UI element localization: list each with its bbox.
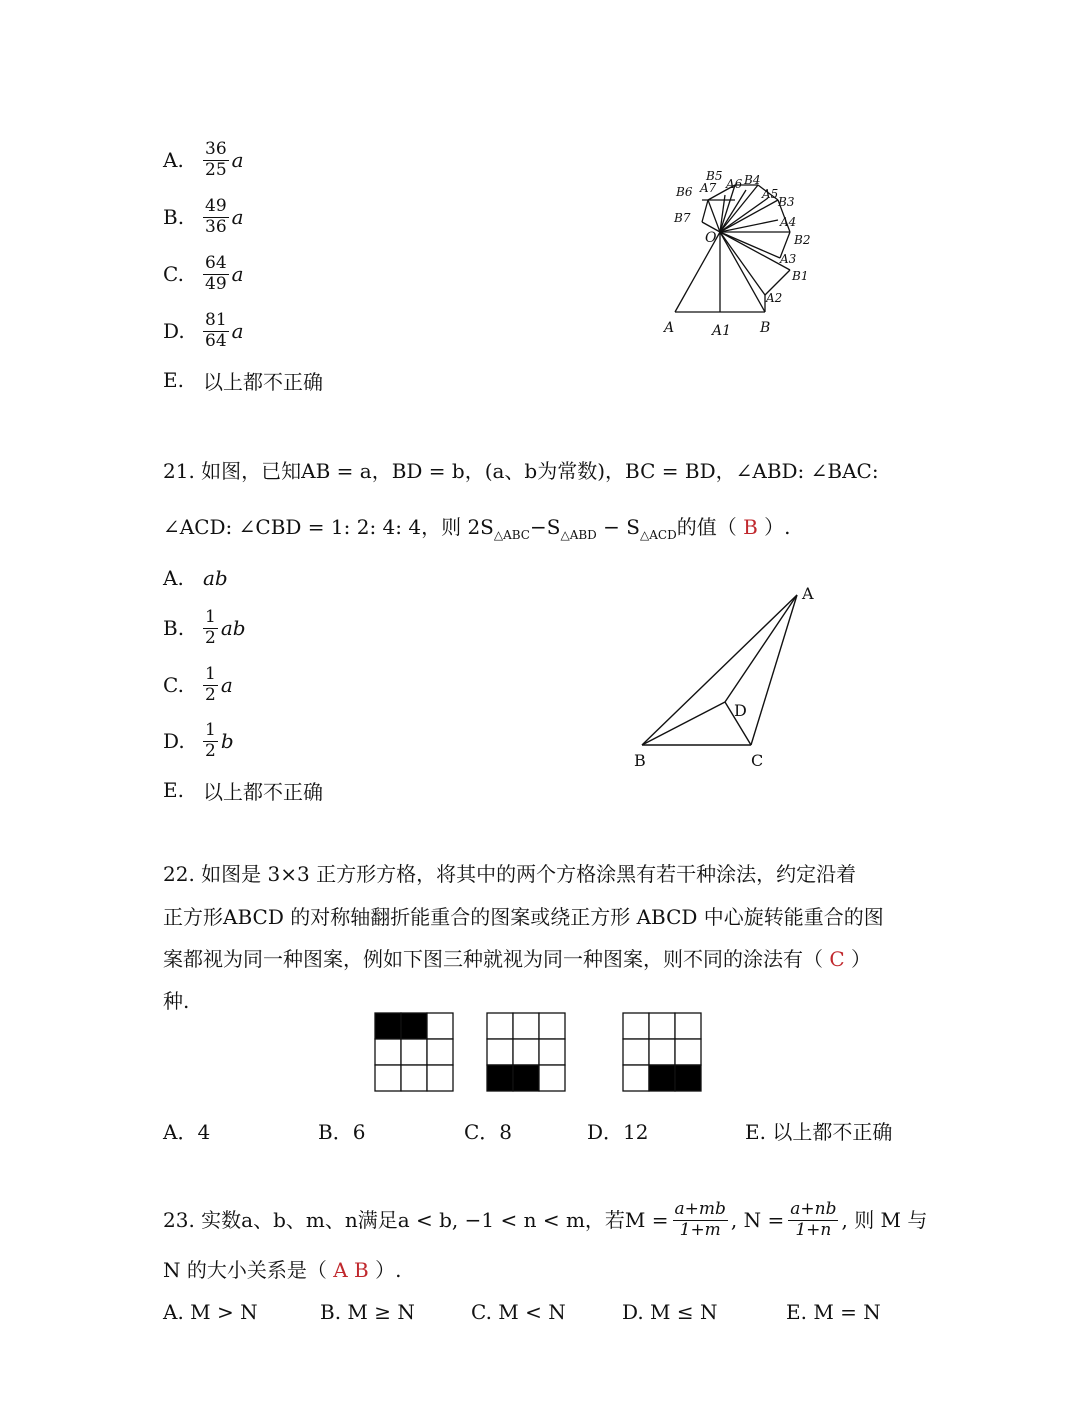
q21-stem-line2: ∠ACD: ∠CBD = 1: 2: 4: 4，则 $2S_{\triangle ABC}-S_{\triangle ABD} - S_{\triangle ACD}$的值（ B ）. <box>163 515 791 542</box>
q22-option-c: C．8 <box>464 1120 513 1144</box>
q22-answer: C <box>829 947 845 971</box>
grid-cell-filled <box>513 1065 539 1091</box>
grid-cell-empty <box>675 1039 701 1065</box>
fig21-line-bd <box>642 702 725 745</box>
q22-option-a: A．4 <box>163 1120 211 1144</box>
q22-grid-1 <box>374 1012 454 1092</box>
grid-cell-empty <box>487 1039 513 1065</box>
fig20-label-a5: A5 <box>762 187 779 201</box>
q21-answer: B <box>743 515 758 539</box>
grid-cell-filled <box>487 1065 513 1091</box>
q22-option-b: B．6 <box>318 1120 366 1144</box>
q23-option-c: C. M < N <box>471 1300 566 1324</box>
fig20-label-a3: A3 <box>780 252 797 266</box>
grid-cell-filled <box>649 1065 675 1091</box>
q22-stem-line4: 种. <box>163 989 190 1013</box>
q21-stem-line1: 21. 如图，已知AB = a，BD = b，(a、b为常数)，BC = BD，∠ABD: ∠BAC: <box>163 459 879 483</box>
grid-cell-empty <box>427 1039 453 1065</box>
q21-option-c: C. $\frac{1}{2}$ a <box>163 663 233 705</box>
q22-option-e: E. 以上都不正确 <box>745 1120 893 1144</box>
grid-cell-filled <box>675 1065 701 1091</box>
grid-cell-empty <box>427 1065 453 1091</box>
q20-option-a: A. $\frac{36}{25}$ a <box>163 138 244 180</box>
q22-stem-line3: 案都视为同一种图案，例如下图三种就视为同一种图案，则不同的涂法有（ C ） <box>163 947 872 971</box>
q23-option-d: D. M ≤ N <box>622 1300 718 1324</box>
grid-cell-empty <box>513 1039 539 1065</box>
fig20-label-a4: A4 <box>780 215 797 229</box>
fig20-label-a6: A6 <box>726 177 743 191</box>
grid-cell-empty <box>539 1065 565 1091</box>
q21-option-a: A. ab <box>163 566 228 590</box>
grid-cell-empty <box>649 1013 675 1039</box>
fig20-label-o: O <box>705 230 717 246</box>
grid-cell-empty <box>427 1013 453 1039</box>
grid-cell-empty <box>401 1065 427 1091</box>
fig20-label-b4: B4 <box>744 173 761 187</box>
grid-cell-empty <box>649 1039 675 1065</box>
q20-option-e: E. 以上都不正确 <box>163 368 323 394</box>
q21-option-d: D. $\frac{1}{2}$ b <box>163 719 234 761</box>
fig20-label-b6: B6 <box>676 185 693 199</box>
grid-cell-empty <box>623 1065 649 1091</box>
q22-grid-3 <box>622 1012 702 1092</box>
q22-stem-line1: 22. 如图是 3×3 正方形方格，将其中的两个方格涂黑有若干种涂法，约定沿着 <box>163 862 857 886</box>
grid-cell-empty <box>539 1039 565 1065</box>
q22-grid-2 <box>486 1012 566 1092</box>
fig20-label-b: B <box>760 320 771 336</box>
q21-option-b: B. $\frac{1}{2}$ ab <box>163 606 246 648</box>
fig21-label-c: C <box>751 751 764 770</box>
fig20-label-b1: B1 <box>792 269 809 283</box>
q20-figure <box>650 160 830 345</box>
fig20-label-b5: B5 <box>706 169 723 183</box>
grid-cell-filled <box>401 1013 427 1039</box>
q23-answer: A B <box>333 1258 369 1282</box>
fig20-label-a1: A1 <box>712 323 732 339</box>
q23-option-a: A. M > N <box>163 1300 258 1324</box>
fig20-label-a7: A7 <box>700 181 717 195</box>
q22-stem-line2: 正方形ABCD 的对称轴翻折能重合的图案或绕正方形 ABCD 中心旋转能重合的图 <box>163 905 884 929</box>
grid-cell-filled <box>375 1013 401 1039</box>
grid-cell-empty <box>623 1013 649 1039</box>
q21-figure <box>620 575 840 775</box>
fig20-label-b7: B7 <box>674 211 691 225</box>
q20-option-d: D. $\frac{81}{64}$ a <box>163 309 244 351</box>
q21-option-e: E. 以上都不正确 <box>163 778 323 804</box>
fig21-label-a: A <box>802 584 814 603</box>
grid-cell-empty <box>675 1013 701 1039</box>
q20-option-b: B. $\frac{49}{36}$ a <box>163 195 244 237</box>
fig21-label-b: B <box>634 751 646 770</box>
grid-cell-empty <box>539 1013 565 1039</box>
grid-cell-empty <box>513 1013 539 1039</box>
grid-cell-empty <box>375 1039 401 1065</box>
q22-option-d: D．12 <box>587 1120 649 1144</box>
grid-cell-empty <box>623 1039 649 1065</box>
fig20-label-a: A <box>664 320 675 336</box>
q23-option-b: B. M ≥ N <box>320 1300 415 1324</box>
grid-cell-empty <box>401 1039 427 1065</box>
fig20-label-b2: B2 <box>794 233 811 247</box>
fig20-label-a2: A2 <box>766 291 783 305</box>
q23-stem-line2: N 的大小关系是（ A B ）. <box>163 1258 402 1282</box>
q23-option-e: E. M = N <box>786 1300 881 1324</box>
fig21-label-d: D <box>734 701 747 720</box>
grid-cell-empty <box>375 1065 401 1091</box>
q23-stem-line1: 23. 实数a、b、m、n满足a < b, −1 < n < m，若M = $\frac{a+mb}{1+m}$ , N = $\frac{a+nb}{1+n}$ , 则 M 与 <box>163 1199 928 1240</box>
grid-cell-empty <box>487 1013 513 1039</box>
fig21-line-da <box>725 595 797 702</box>
fig20-label-b3: B3 <box>778 195 795 209</box>
q20-option-c: C. $\frac{64}{49}$ a <box>163 252 244 294</box>
